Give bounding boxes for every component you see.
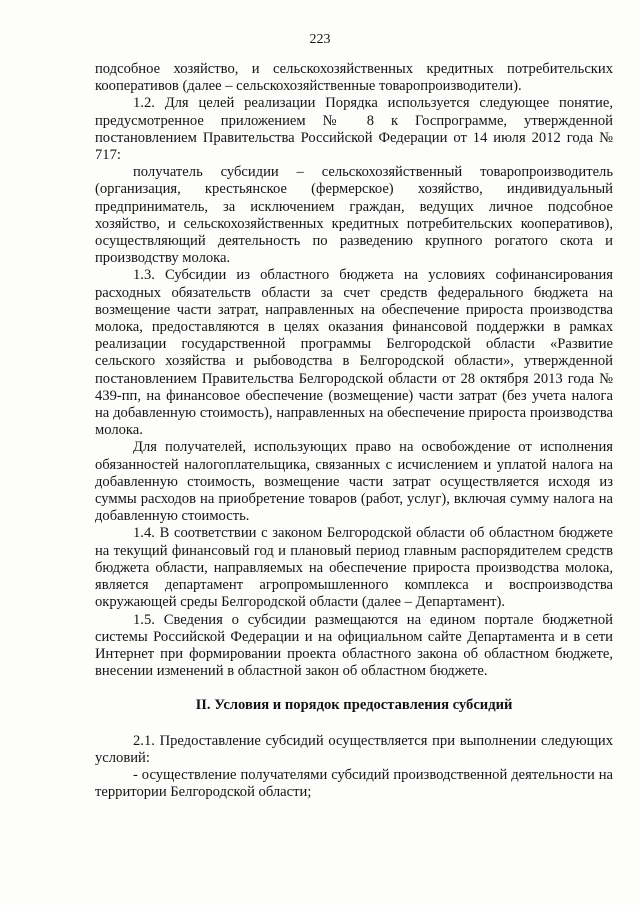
paragraph-definition: получатель субсидии – сельскохозяйственный товаропроизводитель (организация, крестьянское (фермерское) хозяйство, индивидуальный предприниматель, за исключением граждан, ведущих личное подсобное хозяйство, и сельскохозяйственных кредитных потребительских кооперативов), осуществляющий деятельность по разведению крупного рогатого скота и производству молока. [95, 164, 613, 267]
paragraph-1-5: 1.5. Сведения о субсидии размещаются на едином портале бюджетной системы Российской Федерации и на официальном сайте Департамента и в сети Интернет при формировании проекта областного закона об областном бюджете, внесении изменений в областной закон об областном бюджете. [95, 611, 613, 680]
paragraph-2-1: 2.1. Предоставление субсидий осуществляется при выполнении следующих условий: [95, 732, 613, 766]
paragraph-1-2: 1.2. Для целей реализации Порядка используется следующее понятие, предусмотренное приложением № 8 к Госпрограмме, утвержденной постановлением Правительства Российской Федерации от 14 июля 2012 года № 717: [95, 95, 613, 164]
page-number: 223 [309, 32, 331, 47]
paragraph-continuation: подсобное хозяйство, и сельскохозяйственных кредитных потребительских кооперативов (далее – сельскохозяйственные товаропроизводители). [95, 61, 613, 95]
paragraph-1-3: 1.3. Субсидии из областного бюджета на условиях софинансирования расходных обязательств области за счет средств федерального бюджета на возмещение части затрат, направленных на обеспечение прироста производства молока, предоставляются в целях оказания финансовой поддержки в рамках реализации государственной программы Белгородской области «Развитие сельского хозяйства и рыбоводства в Белгородской области», утвержденной постановлением Правительства Белгородской области от 28 октября 2013 года № 439-пп, на финансовое обеспечение (возмещение) части затрат (без учета налога на добавленную стоимость), направленных на обеспечение прироста производства молока. [95, 267, 613, 439]
section-heading: II. Условия и порядок предоставления субсидий [195, 697, 513, 714]
paragraph-1-4: 1.4. В соответствии с законом Белгородской области об областном бюджете на текущий финансовый год и плановый период главным распорядителем средств бюджета области, направляемых на обеспечение прироста производства молока, является департамент агропромышленного комплекса и воспроизводства окружающей среды Белгородской области (далее – Департамент). [95, 525, 613, 611]
paragraph-vat-note: Для получателей, использующих право на освобождение от исполнения обязанностей налогоплательщика, связанных с исчислением и уплатой налога на добавленную стоимость, возмещение части затрат осуществляется исходя из суммы расходов на приобретение товаров (работ, услуг), включая сумму налога на добавленную стоимость. [95, 439, 613, 525]
list-item-condition: - осуществление получателями субсидий производственной деятельности на территории Белгородской области; [95, 766, 613, 801]
document-body [95, 61, 613, 801]
